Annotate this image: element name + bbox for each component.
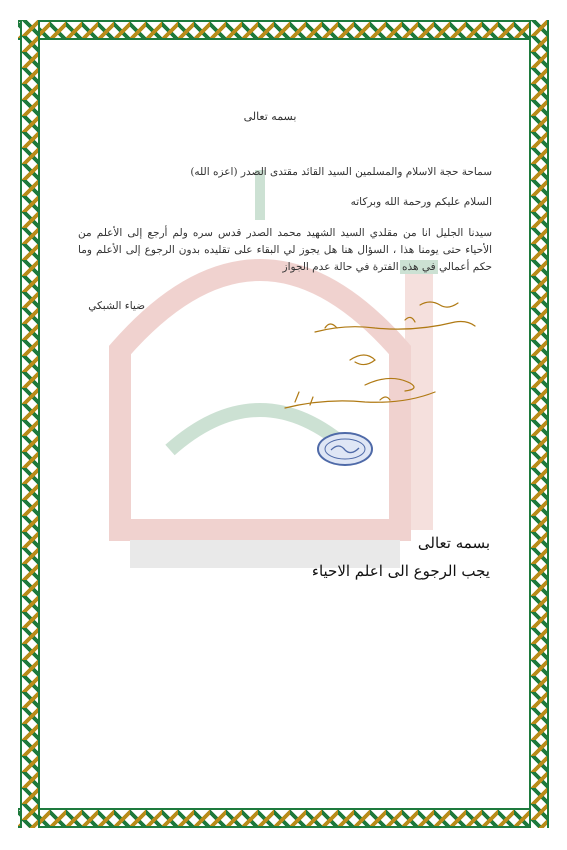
basmala-header: بسمه تعالى xyxy=(243,110,297,123)
decorative-border-right xyxy=(529,20,549,828)
official-seal-stamp xyxy=(315,430,375,468)
addressee-line: سماحة حجة الاسلام والمسلمين السيد القائد مقتدى الصدر (اعزه الله) xyxy=(190,166,492,178)
greeting-line: السلام عليكم ورحمة الله وبركاته xyxy=(350,196,492,208)
decorative-border-bottom xyxy=(18,808,549,828)
decorative-border-left xyxy=(20,20,40,828)
handwritten-answer-signature xyxy=(255,290,500,420)
decorative-border-top xyxy=(18,20,549,40)
answer-text: يجب الرجوع الى اعلم الاحياء xyxy=(311,562,490,580)
question-paragraph: سيدنا الجليل انا من مقلدي السيد الشهيد محمد الصدر قدس سره ولم أرجع إلى الأعلم من الأحياء حتى يومنا هذا ، السؤال هنا هل يجوز لي البقاء على تقليده بدون الرجوع إلى الأعلم وما حكم أعمالي في هذه الفترة في حالة عدم الجواز xyxy=(78,227,492,273)
answer-basmala: بسمه تعالى xyxy=(417,534,490,552)
signer-name: ضياء الشبكي xyxy=(88,300,145,312)
